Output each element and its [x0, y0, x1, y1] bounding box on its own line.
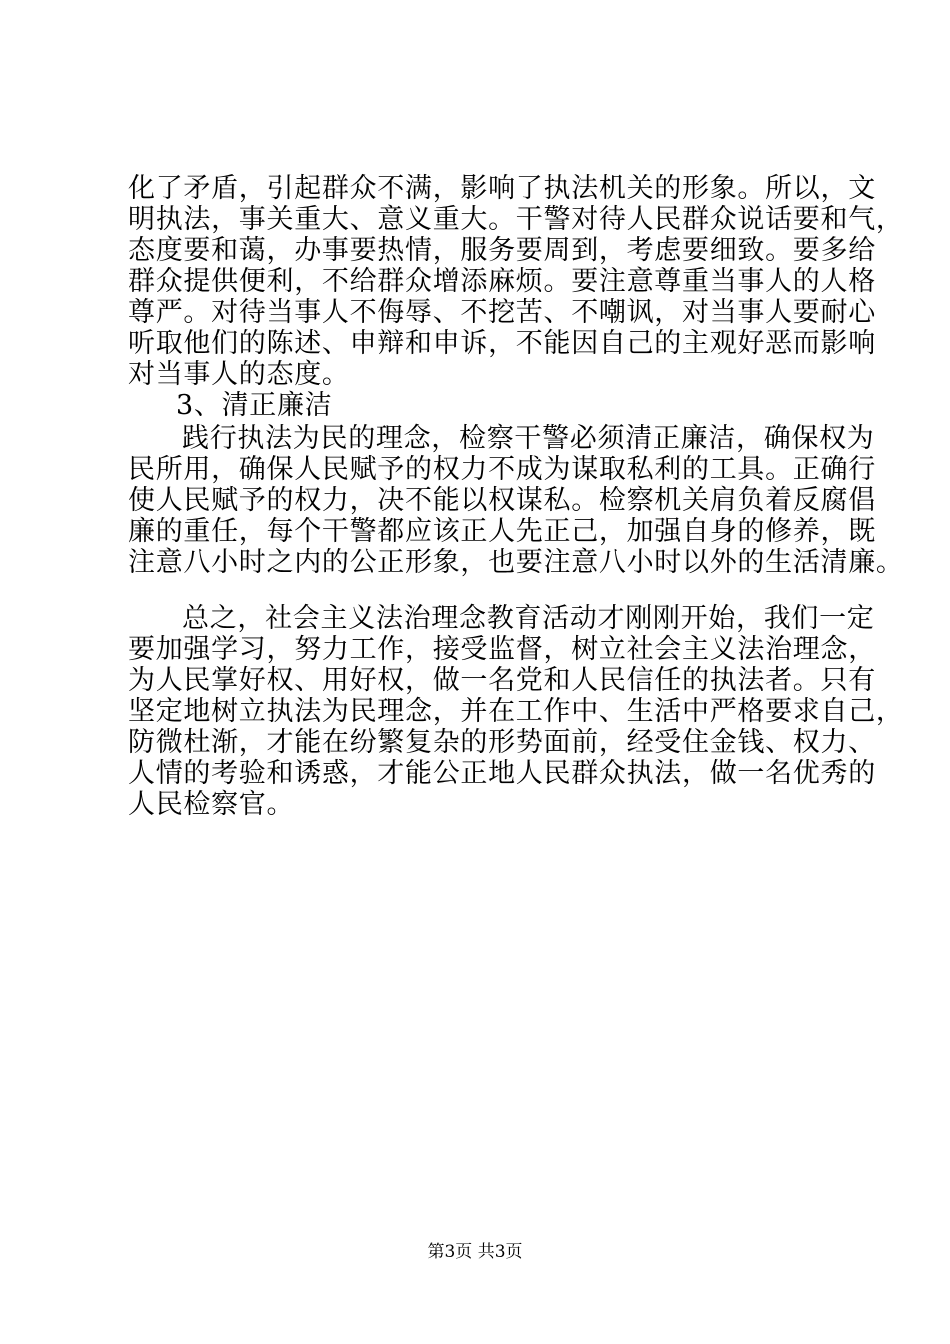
body-line: 明执法，事关重大、意义重大。干警对待人民群众说话要和气，: [128, 204, 904, 235]
section-heading: 3、清正廉洁: [176, 390, 333, 421]
body-line: 坚定地树立执法为民理念，并在工作中、生活中严格要求自己，: [128, 696, 904, 727]
body-line: 为人民掌好权、用好权，做一名党和人民信任的执法者。只有: [128, 665, 876, 696]
body-line: 群众提供便利，不给群众增添麻烦。要注意尊重当事人的人格: [128, 266, 876, 297]
body-line: 民所用，确保人民赋予的权力不成为谋取私利的工具。正确行: [128, 454, 876, 485]
body-line: 注意八小时之内的公正形象，也要注意八小时以外的生活清廉。: [128, 547, 904, 578]
body-line: 听取他们的陈述、申辩和申诉，不能因自己的主观好恶而影响: [128, 328, 876, 359]
body-line: 总之，社会主义法治理念教育活动才刚刚开始，我们一定: [182, 603, 875, 634]
body-line: 廉的重任，每个干警都应该正人先正己，加强自身的修养，既: [128, 516, 876, 547]
body-line: 防微杜渐，才能在纷繁复杂的形势面前，经受住金钱、权力、: [128, 727, 876, 758]
body-line: 对当事人的态度。: [128, 359, 350, 390]
body-line: 态度要和蔼，办事要热情，服务要周到，考虑要细致。要多给: [128, 235, 876, 266]
body-line: 化了矛盾，引起群众不满，影响了执法机关的形象。所以，文: [128, 173, 876, 204]
body-line: 尊严。对待当事人不侮辱、不挖苦、不嘲讽，对当事人要耐心: [128, 297, 876, 328]
body-line: 使人民赋予的权力，决不能以权谋私。检察机关肩负着反腐倡: [128, 485, 876, 516]
body-line: 人民检察官。: [128, 789, 295, 820]
page-number-footer: 第3页 共3页: [427, 1242, 523, 1262]
body-line: 人情的考验和诱惑，才能公正地人民群众执法，做一名优秀的: [128, 758, 876, 789]
body-line: 践行执法为民的理念，检察干警必须清正廉洁，确保权为: [182, 423, 875, 454]
body-line: 要加强学习，努力工作，接受监督，树立社会主义法治理念，: [128, 634, 876, 665]
